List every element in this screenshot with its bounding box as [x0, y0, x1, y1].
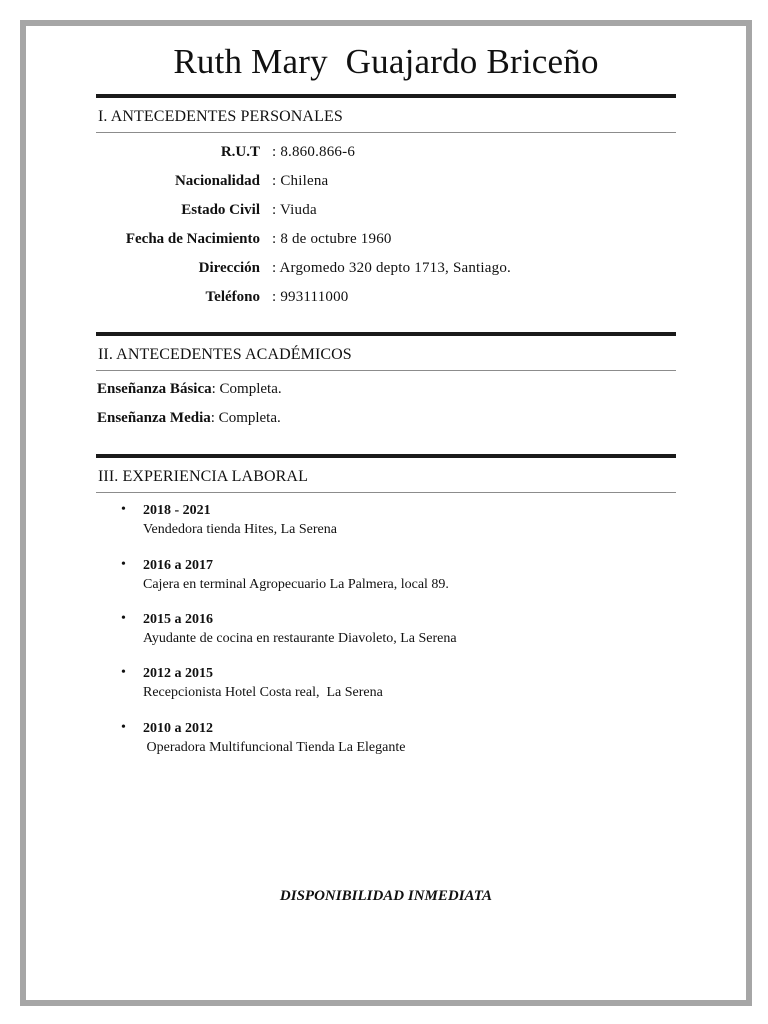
info-label: Nacionalidad [174, 173, 260, 189]
info-label: R.U.T [220, 144, 260, 160]
info-row-direccion [96, 260, 676, 282]
info-value: : 8.860.866-6 [272, 144, 356, 160]
info-value: : 993111000 [272, 289, 349, 305]
info-label: Teléfono [205, 289, 260, 305]
section-personal-title: I. ANTECEDENTES PERSONALES [98, 108, 343, 125]
info-value: : Chilena [272, 173, 329, 189]
bullet-icon: • [121, 557, 126, 572]
bullet-icon: • [121, 665, 126, 680]
section-divider-thin [96, 132, 676, 133]
job-description: Ayudante de cocina en restaurante Diavoleto, La Serena [143, 631, 457, 646]
education-label: Enseñanza Media [97, 410, 211, 426]
bullet-icon: • [121, 502, 126, 517]
info-row-estado-civil [96, 202, 676, 224]
job-years: 2015 a 2016 [143, 612, 213, 627]
job-description: Cajera en terminal Agropecuario La Palmera, local 89. [143, 577, 449, 592]
education-label: Enseñanza Básica [97, 381, 212, 397]
info-label: Fecha de Nacimiento [125, 231, 260, 247]
info-row-rut [96, 144, 676, 166]
job-description: Operadora Multifuncional Tienda La Elegante [143, 740, 406, 755]
job-years: 2016 a 2017 [143, 558, 213, 573]
section-work-header [96, 454, 676, 493]
job-years: 2012 a 2015 [143, 666, 213, 681]
section-divider-thin [96, 492, 676, 493]
info-value: : 8 de octubre 1960 [272, 231, 392, 247]
job-description: Vendedora tienda Hites, La Serena [143, 522, 337, 537]
education-basic [97, 381, 282, 398]
section-personal-header [96, 94, 676, 133]
info-row-telefono [96, 289, 676, 311]
info-value: : Argomedo 320 depto 1713, Santiago. [272, 260, 511, 276]
section-academic-title: II. ANTECEDENTES ACADÉMICOS [98, 346, 352, 363]
job-years: 2018 - 2021 [143, 503, 211, 518]
education-media [97, 410, 281, 427]
job-years: 2010 a 2012 [143, 721, 213, 736]
info-label: Dirección [198, 260, 260, 276]
education-value: : Completa. [211, 381, 282, 397]
section-academic-header [96, 332, 676, 371]
education-value: : Completa. [210, 410, 281, 426]
bullet-icon: • [121, 611, 126, 626]
info-label: Estado Civil [181, 202, 260, 218]
availability-note: DISPONIBILIDAD INMEDIATA [279, 888, 493, 904]
section-work-title: III. EXPERIENCIA LABORAL [98, 468, 308, 485]
info-row-fecha-nacimiento [96, 231, 676, 253]
resume-name: Ruth Mary Guajardo Briceño [173, 42, 599, 81]
bullet-icon: • [121, 720, 126, 735]
job-description: Recepcionista Hotel Costa real, La Serena [143, 685, 383, 700]
resume-page [20, 20, 752, 1006]
section-divider-thin [96, 370, 676, 371]
info-row-nacionalidad [96, 173, 676, 195]
info-value: : Viuda [272, 202, 317, 218]
